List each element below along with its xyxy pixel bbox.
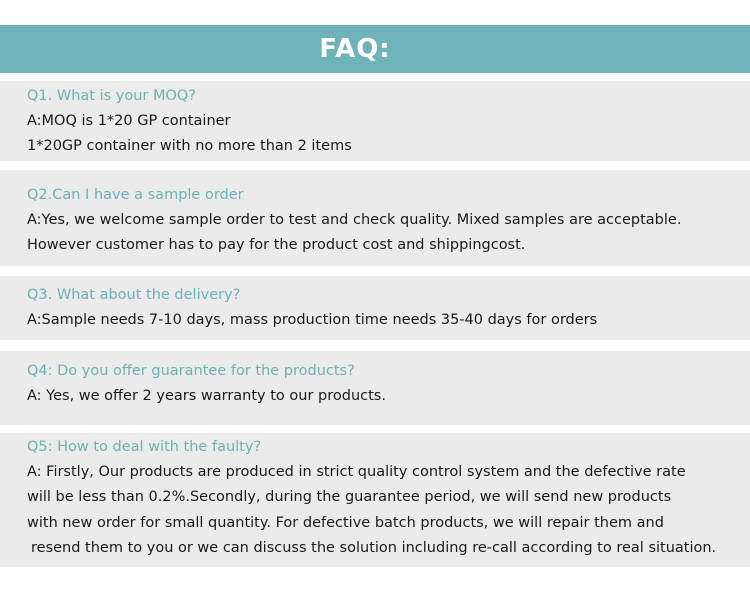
faq-title: FAQ: <box>319 34 391 64</box>
faq-answer-line: However customer has to pay for the product cost and shippingcost. <box>27 237 526 254</box>
faq-header <box>0 25 750 73</box>
faq-item-faulty <box>0 433 750 567</box>
faq-question: Q3. What about the delivery? <box>27 287 241 303</box>
faq-answer-line: A:Sample needs 7-10 days, mass production time needs 35-40 days for orders <box>27 312 598 328</box>
faq-answer-line: A:Yes, we welcome sample order to test and check quality. Mixed samples are acceptable. <box>27 212 682 228</box>
faq-answer-line: with new order for small quantity. For defective batch products, we will repair them and <box>27 514 664 531</box>
faq-answer-line: will be less than 0.2%.Secondly, during the guarantee period, we will send new products <box>27 489 672 506</box>
faq-question: Q4: Do you offer guarantee for the products? <box>27 363 355 379</box>
faq-item-sample-order <box>0 170 750 266</box>
faq-answer-line: resend them to you or we can discuss the solution including re-call according to real situation. <box>31 539 717 556</box>
faq-answer-line: 1*20GP container with no more than 2 items <box>27 138 352 155</box>
faq-question: Q2.Can I have a sample order <box>27 187 244 203</box>
faq-item-moq <box>0 81 750 161</box>
faq-item-guarantee <box>0 351 750 425</box>
faq-question: Q1. What is your MOQ? <box>27 88 197 104</box>
faq-question: Q5: How to deal with the faulty? <box>27 439 262 455</box>
faq-answer-line: A: Yes, we offer 2 years warranty to our products. <box>27 388 386 404</box>
faq-item-delivery <box>0 276 750 340</box>
faq-answer-line: A:MOQ is 1*20 GP container <box>27 113 231 129</box>
faq-answer-line: A: Firstly, Our products are produced in strict quality control system and the defective rate <box>27 464 686 480</box>
